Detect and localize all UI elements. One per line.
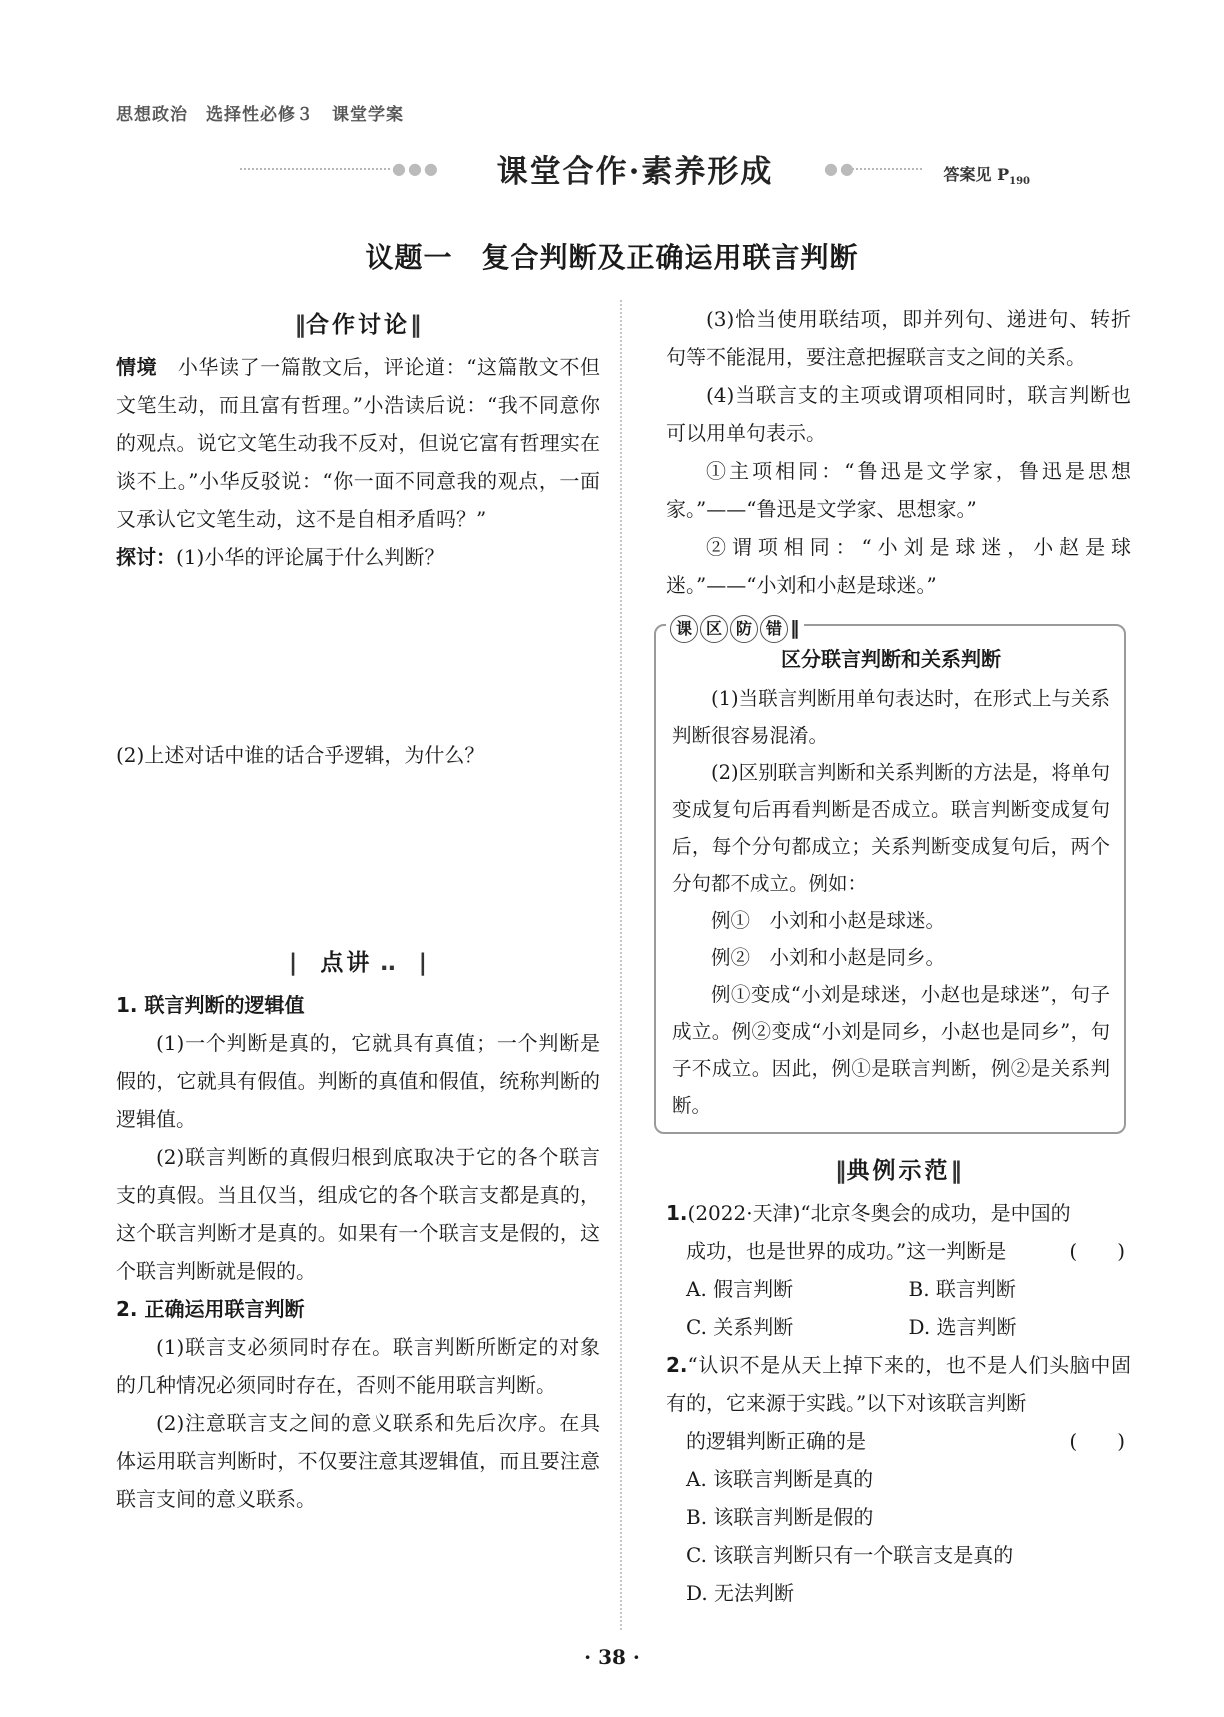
scenario-text: 小华读了一篇散文后，评论道：“这篇散文不但文笔生动，而且富有哲理。”小浩读后说：“我不同意你的观点。说它文笔生动我不反对，但说它富有哲理实在谈不上。”小华反驳说：“你一面不同意我的观点，一面又承认它文笔生动，这不是自相矛盾吗？” <box>116 355 601 531</box>
mistake-prevention-box <box>654 617 1126 1134</box>
question-1-option-b[interactable]: B. 联言判断 <box>908 1277 1016 1301</box>
scenario-label: 情境 <box>116 355 158 379</box>
question-1-stem-b: 成功，也是世界的成功。”这一判断是 <box>686 1239 1007 1263</box>
question-1 <box>666 1194 1131 1346</box>
topic-title: 议题一 复合判断及正确运用联言判断 <box>365 241 859 274</box>
question-2 <box>666 1346 1131 1612</box>
question-1-option-d[interactable]: D. 选言判断 <box>908 1315 1017 1339</box>
mistake-example-1: 例① 小刘和小赵是球迷。 <box>711 909 946 932</box>
question-2-option-a[interactable]: A. 该联言判断是真的 <box>686 1467 874 1491</box>
answer-ref-page: 190 <box>1009 176 1030 188</box>
lecture-item-1-para-2: (2)联言判断的真假归根到底取决于它的各个联言支的真假。当且仅当，组成它的各个联言支都是真的，这个联言判断才是真的。如果有一个联言支是假的，这个联言判断就是假的。 <box>116 1145 600 1283</box>
mistake-tag: 课 区 防 错 ‖ <box>666 609 804 647</box>
banner-title: 课堂合作·素养形成 <box>496 154 774 190</box>
question-2-number: 2. <box>666 1353 688 1377</box>
mistake-example-2: 例② 小刘和小赵是同乡。 <box>711 946 946 969</box>
question-2-answer-blank[interactable]: ( ) <box>1069 1429 1125 1453</box>
mistake-para-3: 例①变成“小刘是球迷，小赵也是球迷”，句子成立。例②变成“小刘是同乡，小赵也是同乡”，句子不成立。因此，例①是联言判断，例②是关系判断。 <box>672 983 1110 1117</box>
left-column <box>116 306 600 1518</box>
lecture-item-1-para-1: (1)一个判断是真的，它就具有真值；一个判断是假的，它就具有假值。判断的真值和假值，统称判断的逻辑值。 <box>116 1031 600 1131</box>
question-1-option-a[interactable]: A. 假言判断 <box>686 1277 794 1301</box>
answer-space-2[interactable] <box>116 774 600 930</box>
mistake-para-1: (1)当联言判断用单句表达时，在形式上与关系判断很容易混淆。 <box>672 687 1110 747</box>
banner-left-line <box>240 168 390 170</box>
lecture-item-2-para-4: (4)当联言支的主项或谓项相同时，联言判断也可以用单句表示。 <box>666 383 1131 445</box>
answer-ref-label: 答案见 P <box>943 165 1010 184</box>
lecture-item-2-para-5: ①主项相同：“鲁迅是文学家，鲁迅是思想家。”——“鲁迅是文学家、思想家。” <box>666 459 1131 521</box>
answer-space-1[interactable] <box>116 576 600 736</box>
question-2-option-d[interactable]: D. 无法判断 <box>686 1581 795 1605</box>
question-1-stem-a: (2022·天津)“北京冬奥会的成功，是中国的 <box>687 1201 1071 1225</box>
right-column <box>666 300 1131 1612</box>
scenario-paragraph <box>116 348 600 538</box>
running-header: 思想政治 选择性必修３ 课堂学案 <box>116 105 404 125</box>
explore-question-2: (2)上述对话中谁的话合乎逻辑，为什么？ <box>116 743 485 767</box>
lecture-item-2-para-3: (3)恰当使用联结项，即并列句、递进句、转折句等不能混用，要注意把握联言支之间的关系。 <box>666 307 1131 369</box>
lecture-item-1-title: 1. 联言判断的逻辑值 <box>116 993 305 1017</box>
explore-label: 探讨： <box>116 545 176 569</box>
question-2-option-b[interactable]: B. 该联言判断是假的 <box>686 1505 874 1529</box>
lecture-item-2-para-6: ②谓项相同：“小刘是球迷，小赵是球迷。”——“小刘和小赵是球迷。” <box>666 535 1131 597</box>
question-2-stem-a: “认识不是从天上掉下来的，也不是人们头脑中固有的，它来源于实践。”以下对该联言判断 <box>666 1353 1131 1415</box>
question-1-answer-blank[interactable]: ( ) <box>1069 1239 1125 1263</box>
banner-right-line <box>852 168 922 170</box>
mistake-title: 区分联言判断和关系判断 <box>781 647 1001 671</box>
banner-right-dots: ●● <box>824 159 856 178</box>
section-banner <box>240 146 1030 192</box>
banner-left-dots: ●●● <box>392 159 440 178</box>
question-1-number: 1. <box>666 1201 688 1225</box>
explore-question-1: 探讨：(1)小华的评论属于什么判断？ <box>116 545 445 569</box>
question-2-option-c[interactable]: C. 该联言判断只有一个联言支是真的 <box>686 1543 1014 1567</box>
page-number: · 38 · <box>584 1645 640 1669</box>
question-2-stem-b: 的逻辑判断正确的是 <box>686 1429 866 1453</box>
examples-heading: ‖典例示范‖ <box>835 1158 962 1184</box>
column-divider <box>620 300 622 1630</box>
lecture-item-2-para-2: (2)注意联言支之间的意义联系和先后次序。在具体运用联言判断时，不仅要注意其逻辑值，而且要注意联言支间的意义联系。 <box>116 1411 600 1511</box>
question-1-option-c[interactable]: C. 关系判断 <box>686 1315 794 1339</box>
lecture-item-2-para-1: (1)联言支必须同时存在。联言判断所断定的对象的几种情况必须同时存在，否则不能用联言判断。 <box>116 1335 600 1397</box>
lecture-item-2-title: 2. 正确运用联言判断 <box>116 1297 305 1321</box>
lecture-heading: | 点讲 ‥ | <box>288 950 428 976</box>
answer-reference[interactable] <box>944 162 1030 187</box>
discussion-heading: ‖合作讨论‖ <box>294 312 422 338</box>
mistake-para-2: (2)区别联言判断和关系判断的方法是，将单句变成复句后再看判断是否成立。联言判断变成复句后，每个分句都成立；关系判断变成复句后，两个分句都不成立。例如： <box>672 761 1110 895</box>
